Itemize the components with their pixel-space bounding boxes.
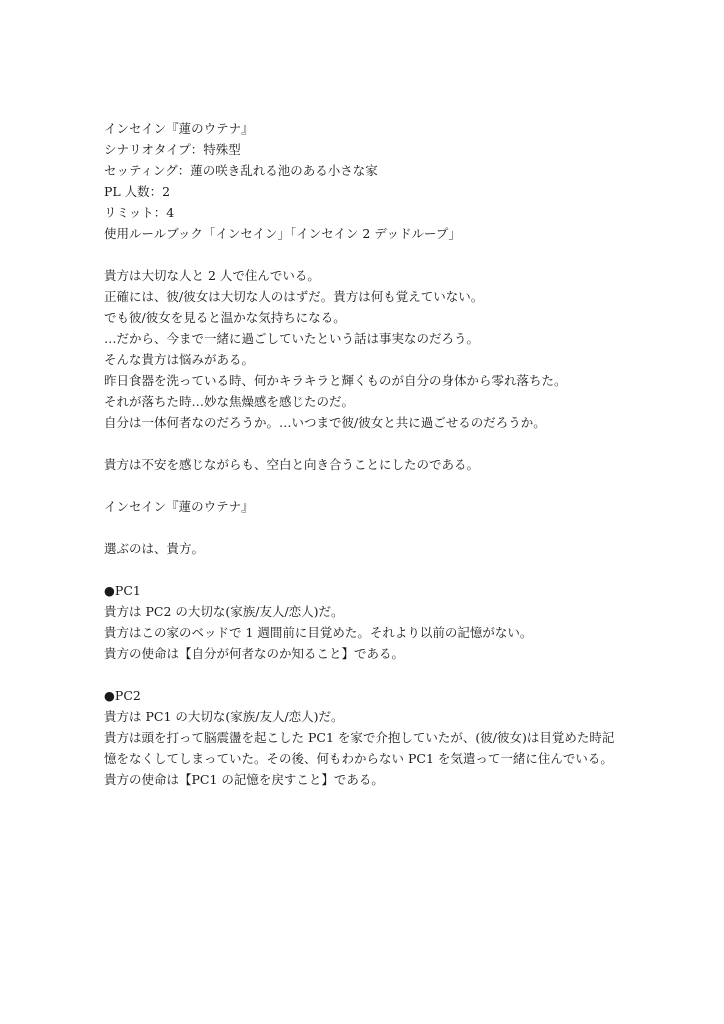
- pc2-heading: ●PC2: [104, 688, 141, 703]
- spacer: [104, 433, 664, 454]
- scenario-setting: セッティング：蓮の咲き乱れる池のある小さな家: [104, 163, 378, 178]
- limit: リミット：4: [104, 205, 175, 220]
- scenario-title: インセイン『蓮のウテナ』: [104, 121, 254, 136]
- resolve-line: 貴方は不安を感じながらも、空白と向き合うことにしたのである。: [104, 457, 480, 472]
- pc1-line: 貴方の使命は【自分が何者なのか知ること】である。: [104, 646, 405, 661]
- intro-line: でも彼/彼女を見ると温かな気持ちになる。: [104, 310, 346, 325]
- choose-line: 選ぶのは、貴方。: [104, 541, 205, 556]
- document-body: [104, 118, 664, 790]
- pc1-line: 貴方は PC2 の大切な(家族/友人/恋人)だ。: [104, 604, 344, 619]
- intro-line: 自分は一体何者なのだろうか。…いつまで彼/彼女と共に過ごせるのだろうか。: [104, 415, 546, 430]
- spacer: [104, 475, 664, 496]
- intro-line: …だから、今まで一緒に過ごしていたという話は事実なのだろう。: [104, 331, 480, 346]
- pc1-heading: ●PC1: [104, 583, 141, 598]
- pc1-line: 貴方はこの家のベッドで 1 週間前に目覚めた。それより以前の記憶がない。: [104, 625, 533, 640]
- intro-line: 貴方は大切な人と 2 人で住んでいる。: [104, 268, 320, 283]
- pc2-line: 貴方の使命は【PC1 の記憶を戻すこと】である。: [104, 772, 384, 787]
- spacer: [104, 559, 664, 580]
- intro-line: それが落ちた時…妙な焦燥感を感じたのだ。: [104, 394, 355, 409]
- intro-line: 昨日食器を洗っている時、何かキラキラと輝くものが自分の身体から零れ落ちた。: [104, 373, 567, 388]
- pc2-line: 貴方は PC1 の大切な(家族/友人/恋人)だ。: [104, 709, 344, 724]
- spacer: [104, 244, 664, 265]
- player-count: PL 人数：2: [104, 184, 171, 199]
- intro-line: 正確には、彼/彼女は大切な人のはずだ。貴方は何も覚えていない。: [104, 289, 484, 304]
- rulebooks: 使用ルールブック「インセイン」「インセイン 2 デッドループ」: [104, 226, 461, 241]
- spacer: [104, 664, 664, 685]
- pc2-line: 憶をなくしてしまっていた。その後、何もわからない PC1 を気遣って一緒に住んでいる。: [104, 751, 613, 766]
- intro-line: そんな貴方は悩みがある。: [104, 352, 255, 367]
- scenario-type: シナリオタイプ：特殊型: [104, 142, 241, 157]
- title-repeat: インセイン『蓮のウテナ』: [104, 499, 254, 514]
- spacer: [104, 517, 664, 538]
- pc2-line: 貴方は頭を打って脳震盪を起こした PC1 を家で介抱していたが、(彼/彼女)は目覚めた時記: [104, 730, 615, 745]
